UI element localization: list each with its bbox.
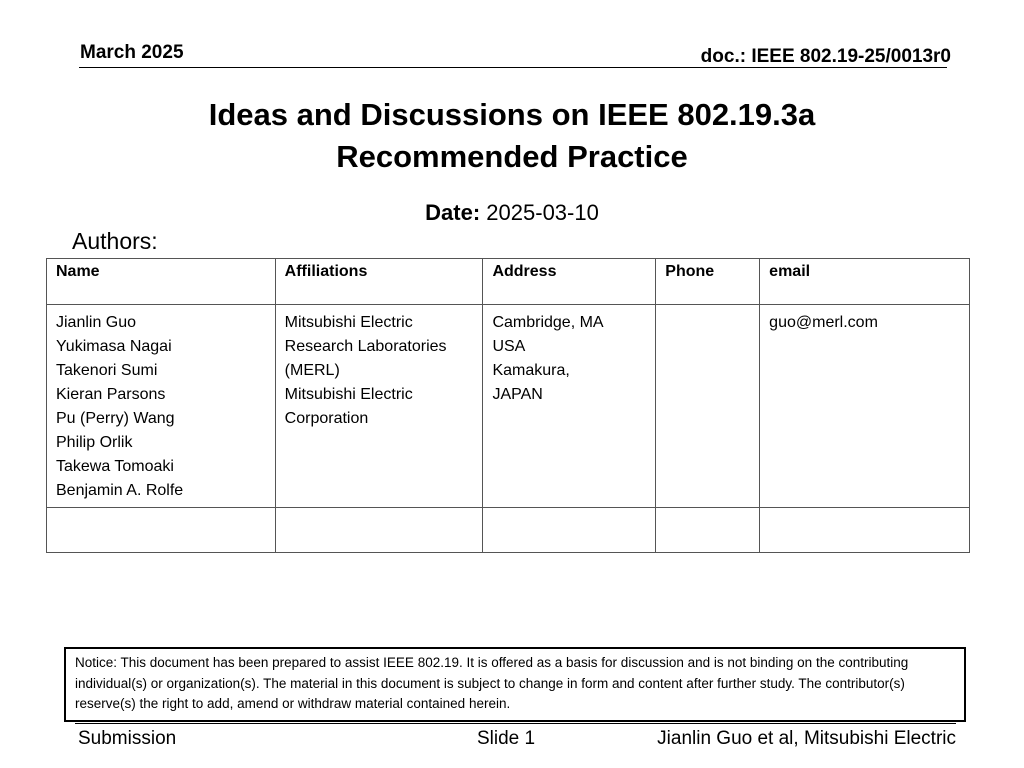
address-line: Cambridge, MA [492, 314, 604, 331]
affiliation-line: Research Laboratories [284, 338, 447, 355]
author-name: Pu (Perry) Wang [56, 410, 175, 427]
cell-address [483, 305, 656, 508]
header-email: email [760, 259, 970, 305]
authors-label: Authors: [72, 228, 158, 254]
header-affiliations: Affiliations [275, 259, 483, 305]
address-line: Kamakura, [492, 362, 570, 379]
cell-affiliations [275, 305, 483, 508]
footer-divider [75, 723, 956, 724]
author-name: Takenori Sumi [56, 362, 158, 379]
slide-title [0, 94, 1024, 178]
footer-submission: Submission [78, 728, 177, 749]
affiliation-line: Mitsubishi Electric [284, 314, 413, 331]
author-name: Kieran Parsons [56, 386, 166, 403]
table-header-row [47, 259, 970, 305]
authors-table [46, 258, 970, 553]
header-date: March 2025 [80, 42, 184, 63]
cell-phone [656, 305, 760, 508]
empty-cell [760, 508, 970, 553]
date-line [0, 200, 1024, 226]
empty-cell [47, 508, 276, 553]
table-row [47, 305, 970, 508]
slide-title-line-1: Ideas and Discussions on IEEE 802.19.3a [208, 97, 816, 132]
header-phone: Phone [656, 259, 760, 305]
author-name: Philip Orlik [56, 434, 133, 451]
affiliation-line: Corporation [284, 410, 369, 427]
author-name: Takewa Tomoaki [56, 458, 174, 475]
table-row-empty [47, 508, 970, 553]
address-line: USA [492, 338, 526, 355]
cell-email: guo@merl.com [760, 305, 970, 508]
affiliation-line: Mitsubishi Electric [284, 386, 413, 403]
author-name: Yukimasa Nagai [56, 338, 172, 355]
header-address: Address [483, 259, 656, 305]
slide-title-line-2: Recommended Practice [336, 139, 688, 174]
author-name: Jianlin Guo [56, 314, 137, 331]
footer-authors: Jianlin Guo et al, Mitsubishi Electric [657, 728, 956, 749]
header-name: Name [47, 259, 276, 305]
header-divider [79, 67, 947, 68]
empty-cell [483, 508, 656, 553]
affiliation-line: (MERL) [284, 362, 340, 379]
notice-box: Notice: This document has been prepared to assist IEEE 802.19. It is offered as a basis for discussion and is not binding on the contributing individual(s) or organization(s). The material in this document is subject to change in form and content after further study. The contributor(s) reserve(s) the right to add, amend or withdraw material contained herein. [64, 647, 966, 722]
cell-names [47, 305, 276, 508]
date-label: Date: [425, 200, 481, 225]
footer-slide-number: Slide 1 [477, 728, 536, 749]
date-value: 2025-03-10 [486, 200, 599, 225]
empty-cell [656, 508, 760, 553]
author-name: Benjamin A. Rolfe [56, 482, 184, 499]
header-doc-id: doc.: IEEE 802.19-25/0013r0 [700, 46, 951, 67]
address-line: JAPAN [492, 386, 543, 403]
empty-cell [275, 508, 483, 553]
